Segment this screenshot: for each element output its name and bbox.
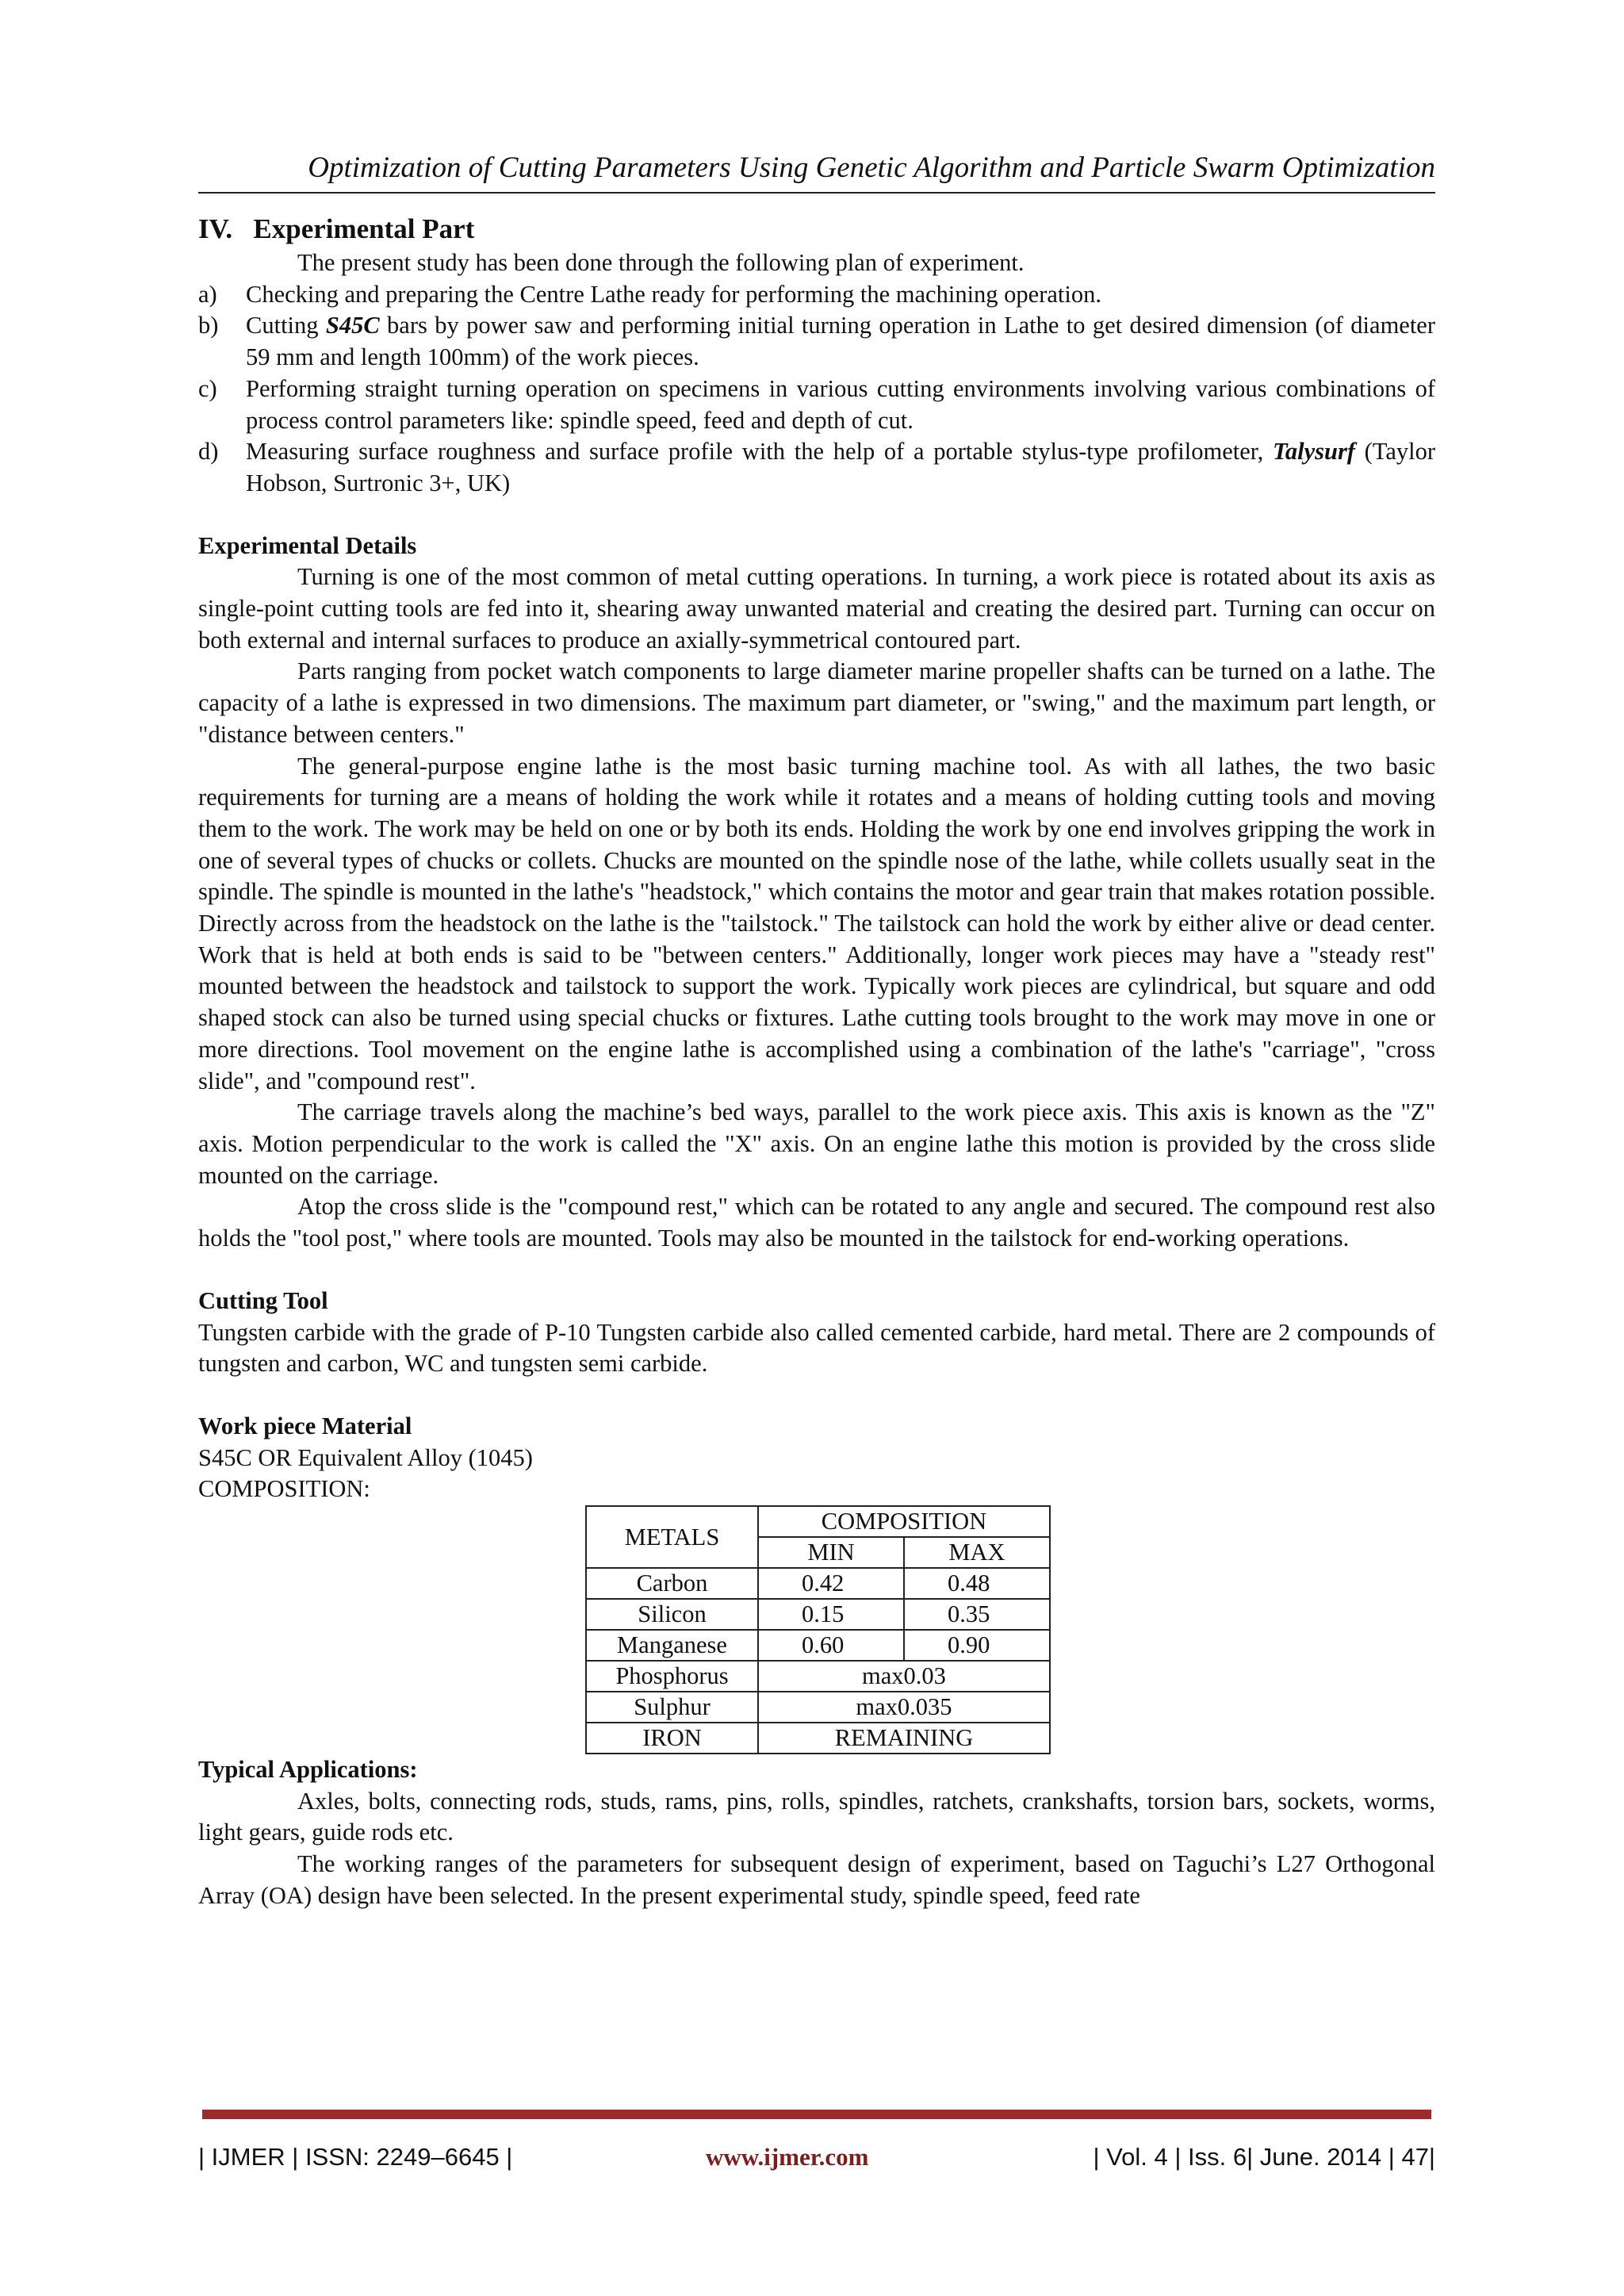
header-rule (198, 192, 1435, 194)
table-row (586, 1599, 1050, 1630)
spacer (198, 1255, 1435, 1286)
table-cell-min: 0.15 (758, 1599, 904, 1630)
table-header-metals: METALS (586, 1506, 758, 1568)
list-item-text: Performing straight turning operation on specimens in various cutting environments involving various combinations of process control parameters like: spindle speed, feed and depth of cut. (246, 374, 1435, 434)
list-item-label: d) (198, 438, 219, 466)
footer-bar (202, 2110, 1431, 2119)
cutting-tool-heading: Cutting Tool (198, 1286, 328, 1314)
section-title-text: Experimental Part (253, 213, 475, 244)
table-cell-min: 0.42 (758, 1568, 904, 1599)
table-cell-metal: Silicon (586, 1599, 758, 1630)
table-row (586, 1661, 1050, 1692)
list-item (198, 436, 1435, 499)
table-cell-metal: Manganese (586, 1630, 758, 1661)
table-row (586, 1630, 1050, 1661)
list-item-text-part: (Taylor Hobson, Surtronic 3+, UK) (246, 438, 1436, 496)
footer-website-link[interactable]: www.ijmer.com (706, 2143, 869, 2171)
section-number: IV. (198, 213, 233, 244)
paragraph: Atop the cross slide is the "compound rest," which can be rotated to any angle and secured. The compound rest also holds the "tool post," where tools are mounted. Tools may also be mounted in the tailstock for end-working operations. (198, 1193, 1435, 1252)
table-row (586, 1568, 1050, 1599)
table-row (586, 1723, 1050, 1754)
list-item (198, 374, 1435, 436)
composition-label: COMPOSITION: (198, 1475, 370, 1503)
section-intro: The present study has been done through the following plan of experiment. (297, 249, 1025, 276)
paragraph: Tungsten carbide with the grade of P-10 Tungsten carbide also called cemented carbide, hard metal. There are 2 compounds of tungsten and carbon, WC and tungsten semi carbide. (198, 1318, 1435, 1378)
paragraph: Turning is one of the most common of metal cutting operations. In turning, a work piece is rotated about its axis as single-point cutting tools are fed into it, shearing away unwanted material and creating the desired part. Turning can occur on both external and internal surfaces to produce an axially-symmetrical contoured part. (198, 563, 1435, 654)
list-item-text (246, 310, 1435, 373)
list-item (198, 279, 1435, 311)
table-row (586, 1692, 1050, 1723)
table-cell-metal: IRON (586, 1723, 758, 1754)
table-header-row (586, 1506, 1050, 1537)
footer-journal-info: | IJMER | ISSN: 2249–6645 | (198, 2143, 513, 2171)
table-header-max: MAX (904, 1537, 1050, 1568)
list-item-label: c) (198, 374, 217, 402)
list-item-text-part: Measuring surface roughness and surface profile with the help of a portable stylus-type profilometer, (246, 438, 1274, 466)
paragraph: The general-purpose engine lathe is the most basic turning machine tool. As with all lathes, the two basic requirements for turning are a means of holding the work while it rotates and a means of holding cutting tools and moving them to the work. The work may be held on one or by both its ends. Holding the work by one end involves gripping the work in one of several types of chucks or collets. Chucks are mounted on the spindle nose of the lathe, while collets usually seat in the spindle. The spindle is mounted in the lathe's "headstock," which contains the motor and gear train that makes rotation possible. Directly across from the headstock on the lathe is the "tailstock." The tailstock can hold the work by either alive or dead center. Work that is held at both ends is said to be "between centers." Additionally, longer work pieces may have a "steady rest" mounted between the headstock and tailstock to support the work. Typically work pieces are cylindrical, but square and odd shaped stock can also be turned using special chucks or fixtures. Lathe cutting tools brought to the work may move in one or more directions. Tool movement on the engine lathe is accomplished using a combination of the lathe's "carriage", "cross slide", and "compound rest". (198, 752, 1435, 1094)
table-cell-max: 0.48 (904, 1568, 1050, 1599)
experimental-details-heading: Experimental Details (198, 531, 417, 559)
work-piece-line: S45C OR Equivalent Alloy (1045) (198, 1443, 533, 1471)
footer-volume-info: | Vol. 4 | Iss. 6| June. 2014 | 47| (1093, 2143, 1435, 2171)
running-header: Optimization of Cutting Parameters Using Genetic Algorithm and Particle Swarm Optimization (308, 151, 1435, 184)
spacer (198, 1380, 1435, 1411)
paragraph: The carriage travels along the machine’s bed ways, parallel to the work piece axis. This axis is known as the "Z" axis. Motion perpendicular to the work is called the "X" axis. On an engine lathe this motion is provided by the cross slide mounted on the carriage. (198, 1098, 1435, 1189)
work-piece-heading: Work piece Material (198, 1412, 412, 1439)
table-cell-span: max0.03 (758, 1661, 1050, 1692)
table-header-composition: COMPOSITION (758, 1506, 1050, 1537)
paragraph: The working ranges of the parameters for subsequent design of experiment, based on Taguchi’s L27 Orthogonal Array (OA) design have been selected. In the present experimental study, spindle speed, feed rate (198, 1850, 1435, 1909)
table-cell-max: 0.35 (904, 1599, 1050, 1630)
table-cell-span: max0.035 (758, 1692, 1050, 1723)
composition-table (585, 1505, 1051, 1754)
list-item-text (246, 436, 1435, 499)
emphasis-s45c: S45C (325, 312, 380, 339)
page-footer (198, 2140, 1435, 2175)
table-cell-metal: Phosphorus (586, 1661, 758, 1692)
table-cell-span: REMAINING (758, 1723, 1050, 1754)
paragraph: Parts ranging from pocket watch components to large diameter marine propeller shafts can be turned on a lathe. The capacity of a lathe is expressed in two dimensions. The maximum part diameter, or "swing," and the maximum part length, or "distance between centers." (198, 657, 1435, 748)
page-content (198, 211, 1435, 1912)
list-item-label: a) (198, 280, 217, 308)
table-header-min: MIN (758, 1537, 904, 1568)
section-title (198, 211, 1435, 247)
applications-heading: Typical Applications: (198, 1756, 418, 1784)
table-cell-min: 0.60 (758, 1630, 904, 1661)
list-item-text-part: bars by power saw and performing initial turning operation in Lathe to get desired dimension (of diameter 59 mm and length 100mm) of the work pieces. (246, 312, 1435, 371)
list-item-text-part: Cutting (246, 312, 326, 339)
paragraph: Axles, bolts, connecting rods, studs, rams, pins, rolls, spindles, ratchets, crankshafts, torsion bars, sockets, worms, light gears, guide rods etc. (198, 1787, 1435, 1846)
table-cell-metal: Sulphur (586, 1692, 758, 1723)
emphasis-talysurf: Talysurf (1273, 438, 1355, 466)
list-item-text: Checking and preparing the Centre Lathe ready for performing the machining operation. (246, 280, 1101, 308)
table-cell-max: 0.90 (904, 1630, 1050, 1661)
list-item-label: b) (198, 312, 219, 339)
table-cell-metal: Carbon (586, 1568, 758, 1599)
list-item (198, 310, 1435, 373)
spacer (198, 500, 1435, 531)
plan-list (198, 279, 1435, 500)
